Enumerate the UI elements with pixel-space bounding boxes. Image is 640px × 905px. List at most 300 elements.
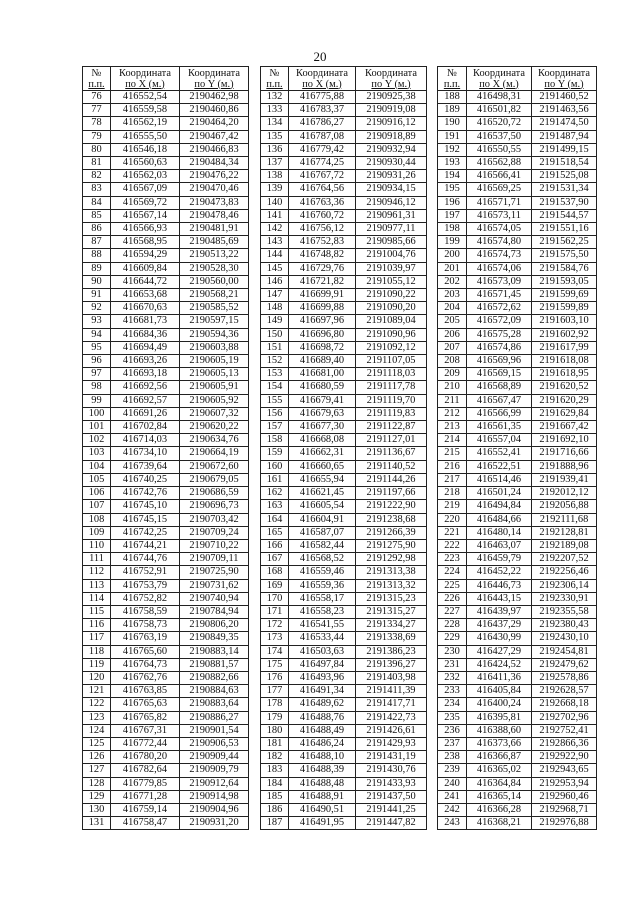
x-coordinate-cell: 416446,73 <box>467 579 532 592</box>
point-number-cell: 116 <box>83 619 111 632</box>
table-row <box>438 183 597 196</box>
point-number-cell: 157 <box>261 421 289 434</box>
table-row <box>261 170 427 183</box>
point-number-cell: 124 <box>83 724 111 737</box>
table-row <box>261 236 427 249</box>
x-coordinate-cell: 416574,06 <box>467 262 532 275</box>
x-coordinate-cell: 416572,09 <box>467 315 532 328</box>
table-row <box>83 817 249 830</box>
y-coordinate-cell: 2191313,38 <box>356 566 427 579</box>
point-number-cell: 96 <box>83 355 111 368</box>
point-number-cell: 114 <box>83 592 111 605</box>
table-row <box>438 605 597 618</box>
table-row <box>261 487 427 500</box>
point-number-cell: 178 <box>261 698 289 711</box>
table-row <box>438 619 597 632</box>
y-coordinate-cell: 2190946,12 <box>356 196 427 209</box>
x-coordinate-cell: 416566,41 <box>467 170 532 183</box>
point-number-cell: 238 <box>438 751 467 764</box>
table-row <box>438 500 597 513</box>
point-number-cell: 77 <box>83 104 111 117</box>
x-coordinate-cell: 416568,52 <box>289 553 356 566</box>
y-coordinate-cell: 2190784,94 <box>180 605 249 618</box>
x-coordinate-cell: 416575,28 <box>467 328 532 341</box>
table-row <box>438 645 597 658</box>
x-coordinate-cell: 416498,31 <box>467 91 532 104</box>
x-coordinate-cell: 416541,55 <box>289 619 356 632</box>
y-coordinate-cell: 2191939,41 <box>532 473 597 486</box>
y-coordinate-cell: 2190462,98 <box>180 91 249 104</box>
point-number-cell: 146 <box>261 275 289 288</box>
x-coordinate-cell: 416484,66 <box>467 513 532 526</box>
y-coordinate-cell: 2190932,94 <box>356 143 427 156</box>
y-coordinate-cell: 2190664,19 <box>180 447 249 460</box>
y-coordinate-cell: 2191089,04 <box>356 315 427 328</box>
y-coordinate-cell: 2191463,56 <box>532 104 597 117</box>
x-coordinate-cell: 416752,83 <box>289 236 356 249</box>
y-coordinate-cell: 2191667,42 <box>532 421 597 434</box>
table-row <box>261 196 427 209</box>
table-row <box>438 685 597 698</box>
table-row <box>261 553 427 566</box>
point-number-cell: 222 <box>438 539 467 552</box>
point-number-cell: 134 <box>261 117 289 130</box>
point-number-cell: 138 <box>261 170 289 183</box>
table-row <box>438 368 597 381</box>
table-row <box>438 434 597 447</box>
table-row <box>438 407 597 420</box>
y-coordinate-cell: 2191197,66 <box>356 487 427 500</box>
y-coordinate-cell: 2190634,76 <box>180 434 249 447</box>
table-row <box>438 671 597 684</box>
y-coordinate-cell: 2191599,89 <box>532 302 597 315</box>
y-coordinate-cell: 2191417,71 <box>356 698 427 711</box>
y-coordinate-cell: 2192960,46 <box>532 790 597 803</box>
point-number-cell: 175 <box>261 658 289 671</box>
x-coordinate-cell: 416653,68 <box>111 289 180 302</box>
table-row <box>83 183 249 196</box>
point-number-cell: 150 <box>261 328 289 341</box>
table-row <box>261 539 427 552</box>
header-number: № п.п. <box>261 67 289 91</box>
y-coordinate-cell: 2192012,12 <box>532 487 597 500</box>
y-coordinate-cell: 2191618,95 <box>532 368 597 381</box>
y-coordinate-cell: 2191338,69 <box>356 632 427 645</box>
x-coordinate-cell: 416693,26 <box>111 355 180 368</box>
table-row <box>83 751 249 764</box>
x-coordinate-cell: 416745,10 <box>111 500 180 513</box>
point-number-cell: 211 <box>438 394 467 407</box>
y-coordinate-cell: 2192454,81 <box>532 645 597 658</box>
x-coordinate-cell: 416779,42 <box>289 143 356 156</box>
x-coordinate-cell: 416772,44 <box>111 737 180 750</box>
table-row <box>261 790 427 803</box>
table-row <box>83 645 249 658</box>
x-coordinate-cell: 416562,88 <box>467 157 532 170</box>
point-number-cell: 203 <box>438 289 467 302</box>
coordinates-table-1 <box>82 66 249 830</box>
point-number-cell: 162 <box>261 487 289 500</box>
point-number-cell: 149 <box>261 315 289 328</box>
x-coordinate-cell: 416694,49 <box>111 341 180 354</box>
table-row <box>261 117 427 130</box>
table-row <box>261 658 427 671</box>
x-coordinate-cell: 416488,91 <box>289 790 356 803</box>
point-number-cell: 233 <box>438 685 467 698</box>
table-row <box>438 553 597 566</box>
table-row <box>438 632 597 645</box>
table-row <box>261 751 427 764</box>
table-row <box>261 183 427 196</box>
table-row <box>438 460 597 473</box>
table-row <box>438 803 597 816</box>
y-coordinate-cell: 2190906,53 <box>180 737 249 750</box>
point-number-cell: 204 <box>438 302 467 315</box>
y-coordinate-cell: 2192628,57 <box>532 685 597 698</box>
y-coordinate-cell: 2191004,76 <box>356 249 427 262</box>
table-row <box>438 249 597 262</box>
table-row <box>83 434 249 447</box>
x-coordinate-cell: 416758,47 <box>111 817 180 830</box>
table-row <box>438 355 597 368</box>
y-coordinate-cell: 2191620,52 <box>532 381 597 394</box>
x-coordinate-cell: 416681,73 <box>111 315 180 328</box>
point-number-cell: 90 <box>83 275 111 288</box>
x-coordinate-cell: 416459,79 <box>467 553 532 566</box>
table-row <box>261 355 427 368</box>
point-number-cell: 184 <box>261 777 289 790</box>
y-coordinate-cell: 2191518,54 <box>532 157 597 170</box>
x-coordinate-cell: 416364,84 <box>467 777 532 790</box>
point-number-cell: 160 <box>261 460 289 473</box>
x-coordinate-cell: 416489,62 <box>289 698 356 711</box>
y-coordinate-cell: 2190930,44 <box>356 157 427 170</box>
y-coordinate-cell: 2190528,30 <box>180 262 249 275</box>
point-number-cell: 98 <box>83 381 111 394</box>
x-coordinate-cell: 416753,79 <box>111 579 180 592</box>
point-number-cell: 208 <box>438 355 467 368</box>
table-row <box>83 328 249 341</box>
x-coordinate-cell: 416395,81 <box>467 711 532 724</box>
point-number-cell: 186 <box>261 803 289 816</box>
point-number-cell: 195 <box>438 183 467 196</box>
table-row <box>438 394 597 407</box>
table-row <box>438 104 597 117</box>
table-row <box>438 751 597 764</box>
point-number-cell: 206 <box>438 328 467 341</box>
x-coordinate-cell: 416609,84 <box>111 262 180 275</box>
y-coordinate-cell: 2191888,96 <box>532 460 597 473</box>
y-coordinate-cell: 2191396,27 <box>356 658 427 671</box>
point-number-cell: 85 <box>83 209 111 222</box>
y-coordinate-cell: 2190464,20 <box>180 117 249 130</box>
x-coordinate-cell: 416677,30 <box>289 421 356 434</box>
table-row <box>83 803 249 816</box>
y-coordinate-cell: 2190672,60 <box>180 460 249 473</box>
y-coordinate-cell: 2190605,92 <box>180 394 249 407</box>
y-coordinate-cell: 2192256,46 <box>532 566 597 579</box>
x-coordinate-cell: 416782,64 <box>111 764 180 777</box>
table-row <box>261 223 427 236</box>
point-number-cell: 159 <box>261 447 289 460</box>
x-coordinate-cell: 416488,39 <box>289 764 356 777</box>
x-coordinate-cell: 416681,00 <box>289 368 356 381</box>
x-coordinate-cell: 416560,63 <box>111 157 180 170</box>
x-coordinate-cell: 416365,02 <box>467 764 532 777</box>
x-coordinate-cell: 416594,29 <box>111 249 180 262</box>
point-number-cell: 82 <box>83 170 111 183</box>
x-coordinate-cell: 416692,56 <box>111 381 180 394</box>
y-coordinate-cell: 2191433,93 <box>356 777 427 790</box>
y-coordinate-cell: 2191617,99 <box>532 341 597 354</box>
point-number-cell: 126 <box>83 751 111 764</box>
x-coordinate-cell: 416574,86 <box>467 341 532 354</box>
y-coordinate-cell: 2190605,13 <box>180 368 249 381</box>
point-number-cell: 179 <box>261 711 289 724</box>
point-number-cell: 110 <box>83 539 111 552</box>
table-row <box>83 302 249 315</box>
point-number-cell: 158 <box>261 434 289 447</box>
table-row <box>261 711 427 724</box>
x-coordinate-cell: 416764,73 <box>111 658 180 671</box>
x-coordinate-cell: 416366,28 <box>467 803 532 816</box>
x-coordinate-cell: 416752,82 <box>111 592 180 605</box>
y-coordinate-cell: 2190934,15 <box>356 183 427 196</box>
x-coordinate-cell: 416561,35 <box>467 421 532 434</box>
point-number-cell: 236 <box>438 724 467 737</box>
point-number-cell: 182 <box>261 751 289 764</box>
x-coordinate-cell: 416405,84 <box>467 685 532 698</box>
x-coordinate-cell: 416520,72 <box>467 117 532 130</box>
table-row <box>83 764 249 777</box>
table-row <box>438 196 597 209</box>
x-coordinate-cell: 416497,84 <box>289 658 356 671</box>
point-number-cell: 133 <box>261 104 289 117</box>
y-coordinate-cell: 2192306,14 <box>532 579 597 592</box>
x-coordinate-cell: 416655,94 <box>289 473 356 486</box>
x-coordinate-cell: 416742,76 <box>111 487 180 500</box>
y-coordinate-cell: 2192207,52 <box>532 553 597 566</box>
point-number-cell: 79 <box>83 130 111 143</box>
table-row <box>438 209 597 222</box>
y-coordinate-cell: 2191136,67 <box>356 447 427 460</box>
point-number-cell: 127 <box>83 764 111 777</box>
x-coordinate-cell: 416693,18 <box>111 368 180 381</box>
y-coordinate-cell: 2190679,05 <box>180 473 249 486</box>
table-row <box>83 460 249 473</box>
table-row <box>438 711 597 724</box>
y-coordinate-cell: 2191122,87 <box>356 421 427 434</box>
table-row <box>83 619 249 632</box>
y-coordinate-cell: 2190909,79 <box>180 764 249 777</box>
table-row <box>438 513 597 526</box>
x-coordinate-cell: 416765,82 <box>111 711 180 724</box>
y-coordinate-cell: 2190977,11 <box>356 223 427 236</box>
point-number-cell: 232 <box>438 671 467 684</box>
x-coordinate-cell: 416365,14 <box>467 790 532 803</box>
point-number-cell: 210 <box>438 381 467 394</box>
y-coordinate-cell: 2191090,22 <box>356 289 427 302</box>
x-coordinate-cell: 416759,14 <box>111 803 180 816</box>
y-coordinate-cell: 2192968,71 <box>532 803 597 816</box>
point-number-cell: 84 <box>83 196 111 209</box>
point-number-cell: 140 <box>261 196 289 209</box>
y-coordinate-cell: 2191525,08 <box>532 170 597 183</box>
table-row <box>83 711 249 724</box>
point-number-cell: 144 <box>261 249 289 262</box>
table-row <box>261 513 427 526</box>
table-row <box>261 632 427 645</box>
y-coordinate-cell: 2190560,00 <box>180 275 249 288</box>
point-number-cell: 205 <box>438 315 467 328</box>
table-row <box>83 632 249 645</box>
point-number-cell: 105 <box>83 473 111 486</box>
x-coordinate-cell: 416559,36 <box>289 579 356 592</box>
table-row <box>83 513 249 526</box>
y-coordinate-cell: 2191584,76 <box>532 262 597 275</box>
x-coordinate-cell: 416767,31 <box>111 724 180 737</box>
y-coordinate-cell: 2191618,08 <box>532 355 597 368</box>
y-coordinate-cell: 2190886,27 <box>180 711 249 724</box>
table-row <box>438 790 597 803</box>
point-number-cell: 221 <box>438 526 467 539</box>
x-coordinate-cell: 416699,91 <box>289 289 356 302</box>
point-number-cell: 218 <box>438 487 467 500</box>
point-number-cell: 234 <box>438 698 467 711</box>
point-number-cell: 219 <box>438 500 467 513</box>
x-coordinate-cell: 416567,47 <box>467 394 532 407</box>
table-row <box>261 579 427 592</box>
table-row <box>438 130 597 143</box>
table-row <box>261 473 427 486</box>
point-number-cell: 97 <box>83 368 111 381</box>
y-coordinate-cell: 2191441,25 <box>356 803 427 816</box>
x-coordinate-cell: 416679,63 <box>289 407 356 420</box>
x-coordinate-cell: 416537,50 <box>467 130 532 143</box>
x-coordinate-cell: 416368,21 <box>467 817 532 830</box>
y-coordinate-cell: 2190849,35 <box>180 632 249 645</box>
x-coordinate-cell: 416562,19 <box>111 117 180 130</box>
table-row <box>438 117 597 130</box>
point-number-cell: 106 <box>83 487 111 500</box>
table-row <box>83 104 249 117</box>
y-coordinate-cell: 2190882,66 <box>180 671 249 684</box>
x-coordinate-cell: 416486,24 <box>289 737 356 750</box>
y-coordinate-cell: 2191090,96 <box>356 328 427 341</box>
y-coordinate-cell: 2191222,90 <box>356 500 427 513</box>
x-coordinate-cell: 416786,27 <box>289 117 356 130</box>
y-coordinate-cell: 2190806,20 <box>180 619 249 632</box>
y-coordinate-cell: 2190484,34 <box>180 157 249 170</box>
point-number-cell: 172 <box>261 619 289 632</box>
table-row <box>261 289 427 302</box>
table-row <box>261 605 427 618</box>
point-number-cell: 80 <box>83 143 111 156</box>
x-coordinate-cell: 416491,34 <box>289 685 356 698</box>
y-coordinate-cell: 2191092,12 <box>356 341 427 354</box>
y-coordinate-cell: 2190931,20 <box>180 817 249 830</box>
point-number-cell: 123 <box>83 711 111 724</box>
x-coordinate-cell: 416744,21 <box>111 539 180 552</box>
y-coordinate-cell: 2191426,61 <box>356 724 427 737</box>
x-coordinate-cell: 416571,71 <box>467 196 532 209</box>
y-coordinate-cell: 2190466,83 <box>180 143 249 156</box>
x-coordinate-cell: 416569,25 <box>467 183 532 196</box>
point-number-cell: 216 <box>438 460 467 473</box>
table-row <box>83 473 249 486</box>
table-row <box>438 262 597 275</box>
x-coordinate-cell: 416569,72 <box>111 196 180 209</box>
x-coordinate-cell: 416559,58 <box>111 104 180 117</box>
x-coordinate-cell: 416698,72 <box>289 341 356 354</box>
point-number-cell: 117 <box>83 632 111 645</box>
x-coordinate-cell: 416702,84 <box>111 421 180 434</box>
table-row <box>83 671 249 684</box>
point-number-cell: 148 <box>261 302 289 315</box>
y-coordinate-cell: 2191055,12 <box>356 275 427 288</box>
point-number-cell: 191 <box>438 130 467 143</box>
x-coordinate-cell: 416774,25 <box>289 157 356 170</box>
x-coordinate-cell: 416443,15 <box>467 592 532 605</box>
y-coordinate-cell: 2191460,52 <box>532 91 597 104</box>
y-coordinate-cell: 2190686,59 <box>180 487 249 500</box>
table-row <box>438 473 597 486</box>
x-coordinate-cell: 416522,51 <box>467 460 532 473</box>
y-coordinate-cell: 2190620,22 <box>180 421 249 434</box>
point-number-cell: 228 <box>438 619 467 632</box>
table-row <box>83 539 249 552</box>
y-coordinate-cell: 2191629,84 <box>532 407 597 420</box>
header-number: № п.п. <box>83 67 111 91</box>
y-coordinate-cell: 2192380,43 <box>532 619 597 632</box>
y-coordinate-cell: 2191386,23 <box>356 645 427 658</box>
point-number-cell: 180 <box>261 724 289 737</box>
x-coordinate-cell: 416430,99 <box>467 632 532 645</box>
point-number-cell: 192 <box>438 143 467 156</box>
y-coordinate-cell: 2190925,38 <box>356 91 427 104</box>
point-number-cell: 131 <box>83 817 111 830</box>
header-number: № п.п. <box>438 67 467 91</box>
point-number-cell: 239 <box>438 764 467 777</box>
point-number-cell: 152 <box>261 355 289 368</box>
header-x: Координата по X (м.) <box>111 67 180 91</box>
point-number-cell: 81 <box>83 157 111 170</box>
table-row <box>83 262 249 275</box>
table-row <box>438 566 597 579</box>
y-coordinate-cell: 2190961,31 <box>356 209 427 222</box>
x-coordinate-cell: 416501,82 <box>467 104 532 117</box>
y-coordinate-cell: 2190931,26 <box>356 170 427 183</box>
table-row <box>83 394 249 407</box>
table-header-row <box>261 67 427 91</box>
table-row <box>83 698 249 711</box>
y-coordinate-cell: 2191716,66 <box>532 447 597 460</box>
x-coordinate-cell: 416779,85 <box>111 777 180 790</box>
point-number-cell: 145 <box>261 262 289 275</box>
x-coordinate-cell: 416668,08 <box>289 434 356 447</box>
x-coordinate-cell: 416767,72 <box>289 170 356 183</box>
point-number-cell: 213 <box>438 421 467 434</box>
x-coordinate-cell: 416780,20 <box>111 751 180 764</box>
point-number-cell: 153 <box>261 368 289 381</box>
table-row <box>261 671 427 684</box>
y-coordinate-cell: 2191593,05 <box>532 275 597 288</box>
table-row <box>438 737 597 750</box>
table-row <box>83 223 249 236</box>
y-coordinate-cell: 2191474,50 <box>532 117 597 130</box>
y-coordinate-cell: 2192479,62 <box>532 658 597 671</box>
point-number-cell: 171 <box>261 605 289 618</box>
